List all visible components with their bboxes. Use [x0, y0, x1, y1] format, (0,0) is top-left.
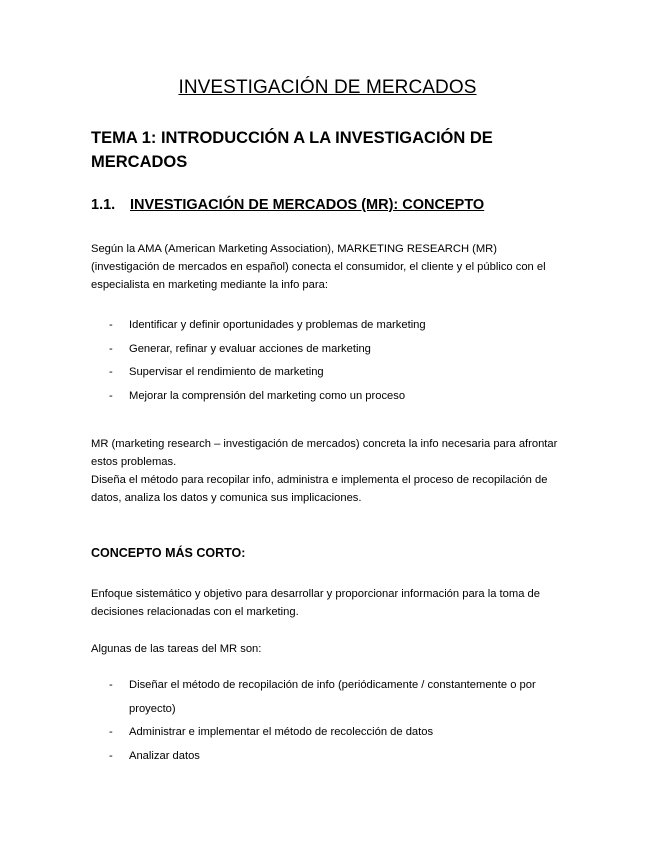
bullet-dash: -: [109, 679, 113, 691]
list-item-text: Diseñar el método de recopilación de info (periódicamente / constantemente o por proyecto): [129, 679, 536, 715]
list-item-text: Supervisar el rendimiento de marketing: [129, 366, 324, 378]
list-item-text: Generar, refinar y evaluar acciones de marketing: [129, 342, 371, 355]
short-concept-heading: CONCEPTO MÁS CORTO:: [91, 546, 246, 560]
topic-title: TEMA 1: INTRODUCCIÓN A LA INVESTIGACIÓN DE MERCADOS: [91, 129, 493, 171]
mr-paragraph-line-1: MR (marketing research – investigación de mercados) concreta la info necesaria para afrontar estos problemas.: [91, 438, 558, 468]
intro-bullet-list: [91, 314, 571, 408]
list-item-text: Administrar e implementar el método de recolección de datos: [129, 726, 434, 738]
intro-paragraph: Según la AMA (American Marketing Association), MARKETING RESEARCH (MR) (investigación de mercados en español) conecta el consumidor, el cliente y el público con el especialista en marketing mediante la info para:: [91, 243, 546, 291]
short-concept-text: Enfoque sistemático y objetivo para desarrollar y proporcionar información para la toma de decisiones relacionadas con el marketing.: [91, 588, 540, 618]
list-item: [91, 674, 571, 721]
bullet-dash: -: [109, 726, 113, 738]
tasks-intro: Algunas de las tareas del MR son:: [91, 643, 262, 655]
bullet-dash: -: [109, 342, 113, 355]
list-item-text: Mejorar la comprensión del marketing como un proceso: [129, 389, 406, 402]
bullet-dash: -: [109, 366, 113, 378]
list-item: [91, 745, 571, 769]
list-item: [91, 314, 571, 338]
subsection-heading: [91, 197, 484, 213]
bullet-dash: -: [109, 389, 113, 402]
task-bullet-list: [91, 674, 571, 768]
list-item: [91, 385, 571, 409]
list-item: [91, 338, 571, 362]
list-item: [91, 361, 571, 385]
list-item-text: Analizar datos: [129, 749, 200, 762]
document-title: INVESTIGACIÓN DE MERCADOS: [178, 77, 477, 98]
mr-paragraph-line-2: Diseña el método para recopilar info, administra e implementa el proceso de recopilación de datos, analiza los datos y comunica sus implicaciones.: [91, 474, 548, 504]
mr-paragraph: [91, 435, 566, 507]
subsection-title: INVESTIGACIÓN DE MERCADOS (MR): CONCEPTO: [130, 197, 485, 213]
bullet-dash: -: [109, 319, 113, 331]
list-item: [91, 721, 571, 745]
list-item-text: Identificar y definir oportunidades y problemas de marketing: [129, 319, 426, 331]
bullet-dash: -: [109, 749, 113, 762]
subsection-number: 1.1.: [91, 197, 116, 213]
